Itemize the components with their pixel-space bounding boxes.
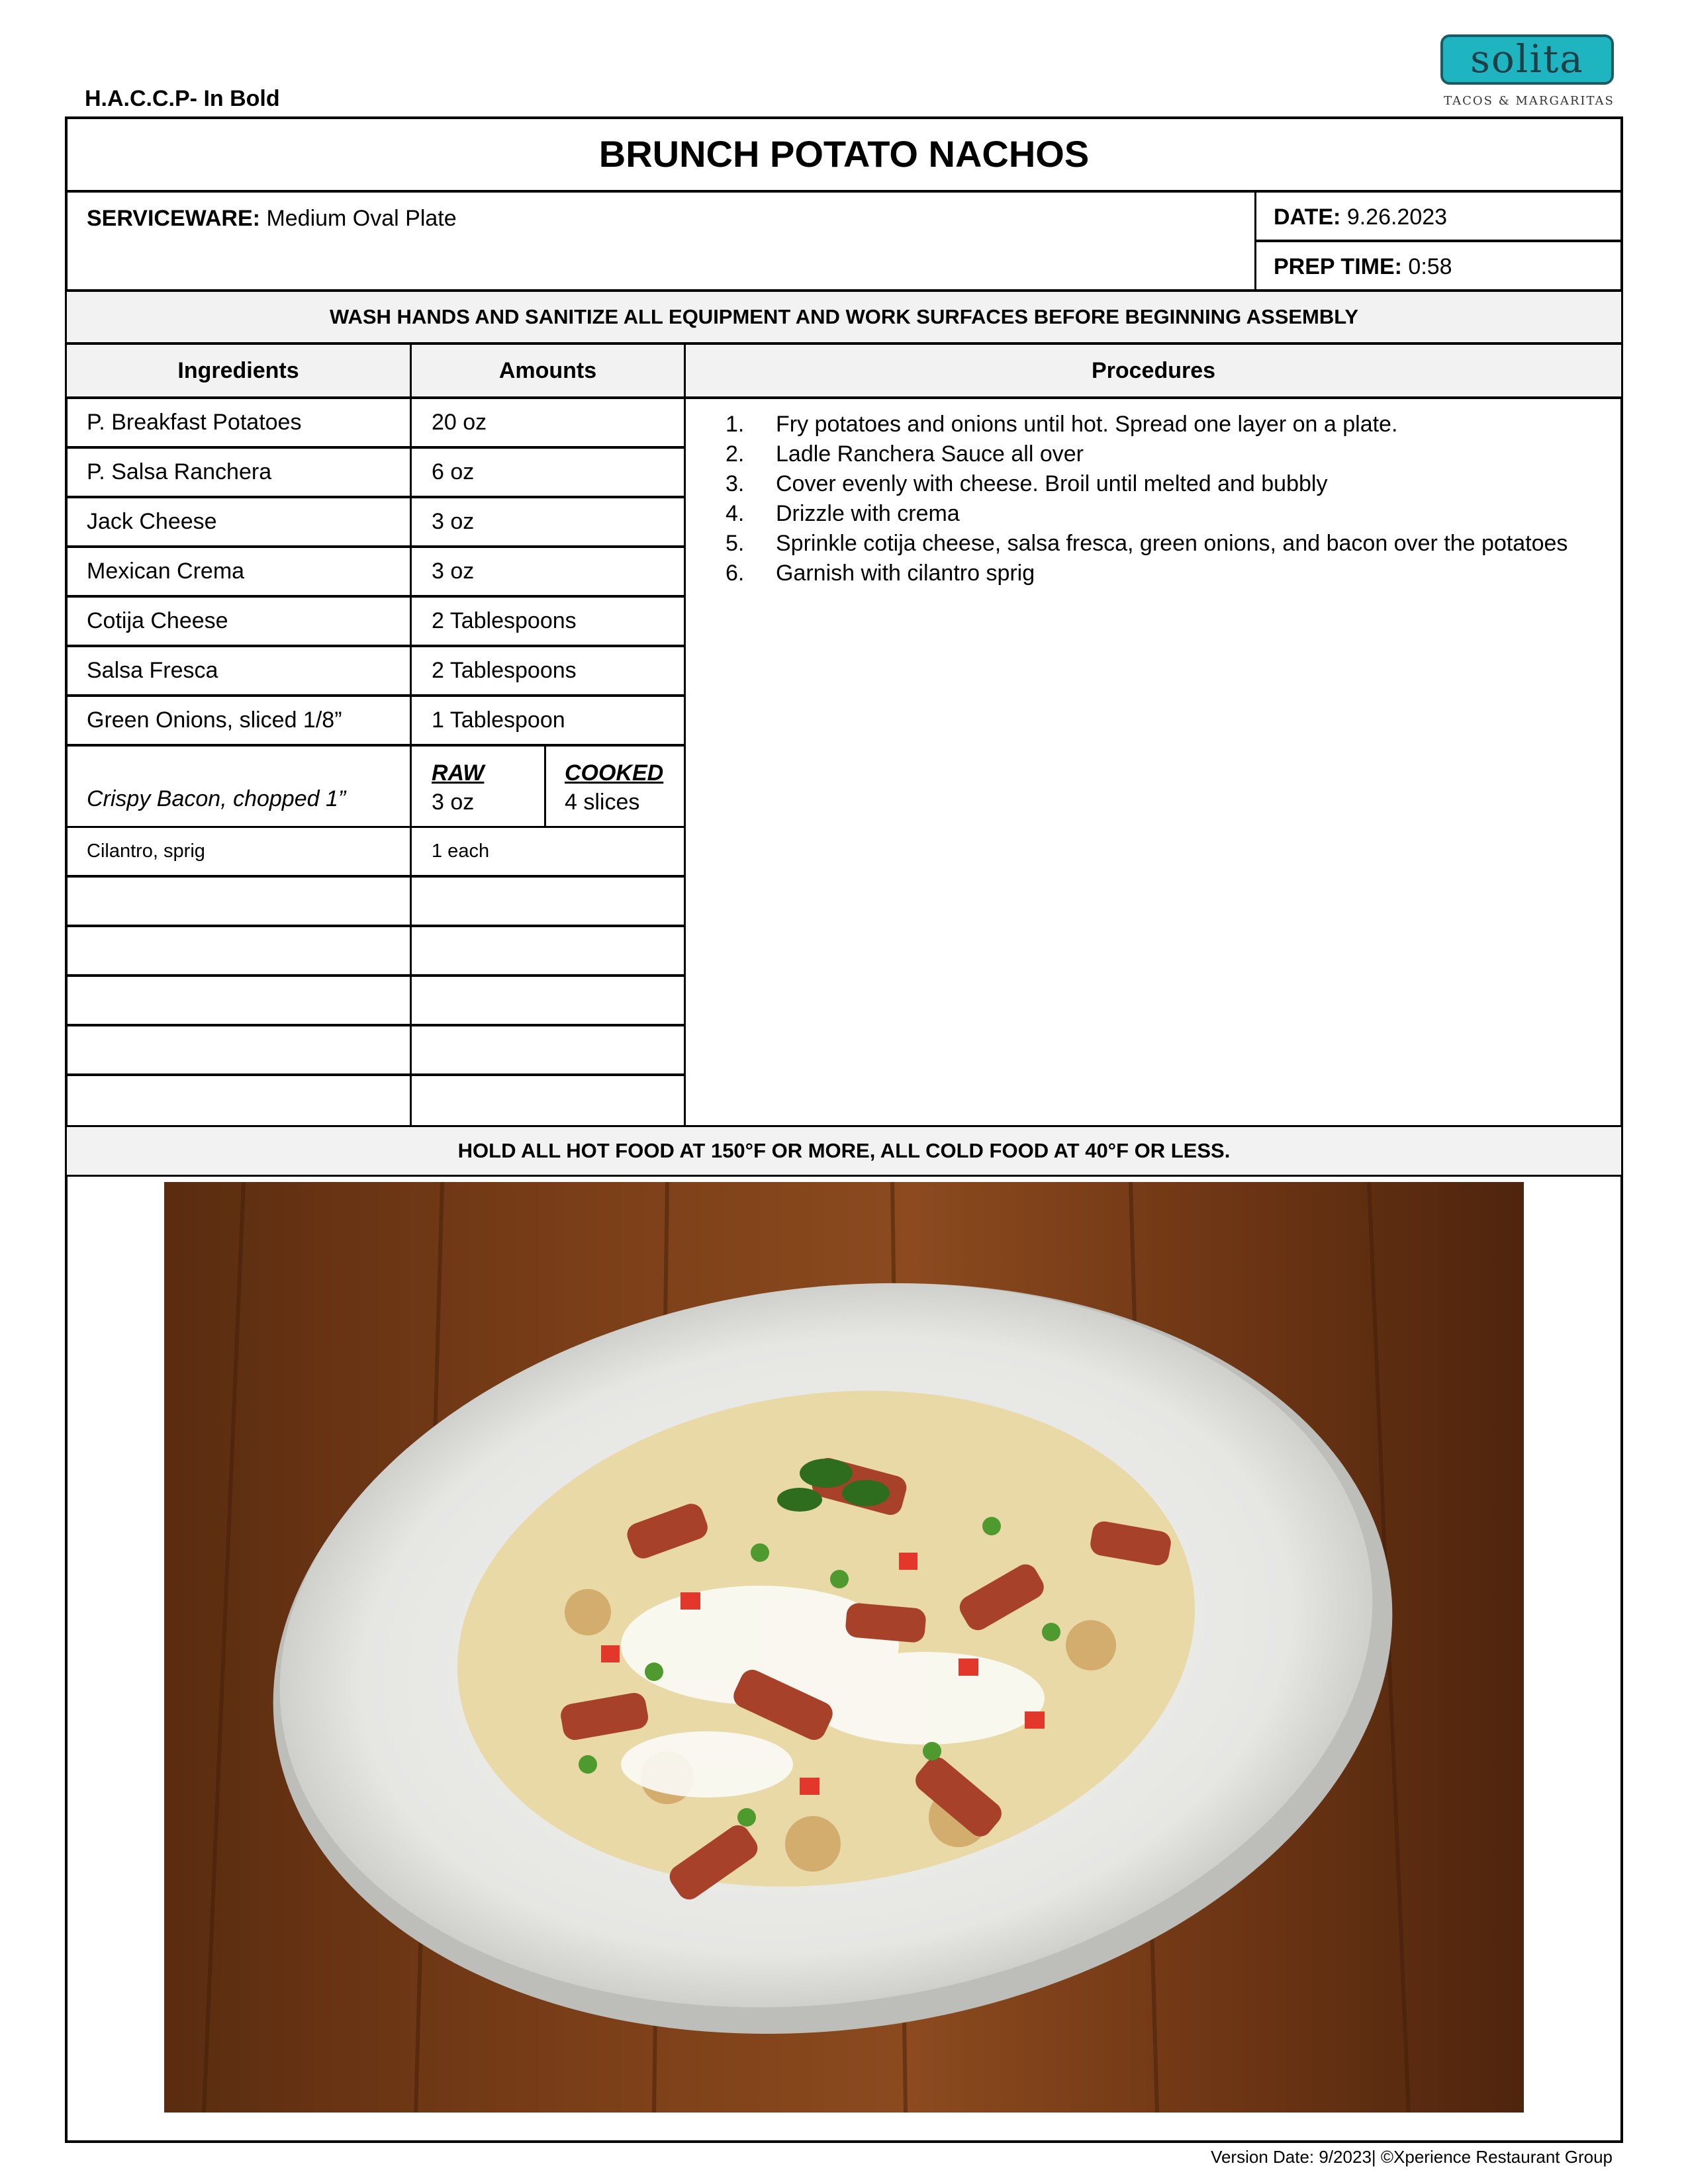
amount-cell: 1 each: [410, 826, 686, 877]
step-number: 5.: [726, 531, 745, 556]
serviceware-cell: [65, 191, 1256, 291]
solita-logo: [1436, 32, 1622, 111]
haccp-note: H.A.C.C.P- In Bold: [85, 86, 280, 111]
bacon-cooked-cell: [544, 745, 686, 828]
version-footer: Version Date: 9/2023| ©Xperience Restaurant Group: [1211, 2147, 1613, 2167]
empty-amount-cell: [410, 1024, 686, 1075]
date-value: 9.26.2023: [1346, 205, 1448, 230]
procedure-step: [706, 469, 1595, 499]
procedure-step: [706, 559, 1595, 588]
amount-cell: 2 Tablespoons: [410, 596, 686, 647]
step-number: 2.: [726, 441, 745, 467]
cooked-label: COOKED: [565, 760, 664, 786]
amounts-header: Amounts: [410, 343, 686, 398]
ingredient-cell: Cotija Cheese: [65, 596, 412, 647]
procedures-list: [684, 397, 1623, 1127]
amount-cell: 2 Tablespoons: [410, 645, 686, 696]
amount-cell: 3 oz: [410, 496, 686, 547]
serviceware-value: Medium Oval Plate: [266, 206, 457, 231]
date-label: DATE:: [1274, 205, 1341, 230]
step-text: Cover evenly with cheese. Broil until melted and bubbly: [776, 471, 1328, 496]
empty-ingredient-cell: [65, 1074, 412, 1127]
ingredients-header: Ingredients: [65, 343, 412, 398]
serviceware-label: SERVICEWARE:: [87, 206, 260, 231]
empty-amount-cell: [410, 925, 686, 976]
date-cell: [1254, 191, 1623, 242]
step-number: 6.: [726, 561, 745, 586]
procedures-header: Procedures: [684, 343, 1623, 398]
logo-tagline: TACOS & MARGARITAS: [1444, 94, 1615, 108]
hold-notice: HOLD ALL HOT FOOD AT 150°F OR MORE, ALL COLD FOOD AT 40°F OR LESS.: [65, 1125, 1623, 1177]
empty-ingredient-cell: [65, 1024, 412, 1075]
dish-photo: [164, 1182, 1524, 2113]
prep-time-value: 0:58: [1408, 254, 1452, 279]
empty-amount-cell: [410, 1074, 686, 1127]
step-number: 1.: [726, 412, 745, 437]
ingredient-cell: Jack Cheese: [65, 496, 412, 547]
ingredient-cell: Cilantro, sprig: [65, 826, 412, 877]
prep-time-cell: [1254, 240, 1623, 291]
logo-word: solita: [1470, 36, 1584, 81]
amount-cell: 3 oz: [410, 546, 686, 597]
step-text: Drizzle with crema: [776, 501, 960, 526]
procedure-step: [706, 410, 1595, 439]
step-text: Fry potatoes and onions until hot. Spread one layer on a plate.: [776, 412, 1398, 437]
wash-notice: WASH HANDS AND SANITIZE ALL EQUIPMENT AND WORK SURFACES BEFORE BEGINNING ASSEMBLY: [65, 290, 1623, 344]
ingredient-cell: Salsa Fresca: [65, 645, 412, 696]
step-text: Ladle Ranchera Sauce all over: [776, 441, 1084, 467]
amount-cell: 6 oz: [410, 447, 686, 498]
empty-amount-cell: [410, 975, 686, 1026]
ingredient-cell: Mexican Crema: [65, 546, 412, 597]
bacon-ingredient-cell: Crispy Bacon, chopped 1”: [65, 745, 412, 828]
empty-amount-cell: [410, 876, 686, 927]
procedure-step: [706, 439, 1595, 469]
step-text: Sprinkle cotija cheese, salsa fresca, green onions, and bacon over the potatoes: [776, 531, 1568, 556]
empty-ingredient-cell: [65, 876, 412, 927]
logo-badge: [1440, 34, 1614, 85]
ingredient-cell: Green Onions, sliced 1/8”: [65, 695, 412, 746]
bacon-raw-cell: [410, 745, 546, 828]
step-number: 3.: [726, 471, 745, 496]
ingredient-cell: P. Salsa Ranchera: [65, 447, 412, 498]
prep-time-label: PREP TIME:: [1274, 254, 1402, 279]
step-text: Garnish with cilantro sprig: [776, 561, 1035, 586]
ingredient-cell: P. Breakfast Potatoes: [65, 397, 412, 448]
raw-label: RAW: [432, 760, 485, 786]
procedure-step: [706, 499, 1595, 529]
empty-ingredient-cell: [65, 925, 412, 976]
step-number: 4.: [726, 501, 745, 526]
raw-value: 3 oz: [432, 790, 475, 815]
recipe-title: BRUNCH POTATO NACHOS: [65, 116, 1623, 192]
cooked-value: 4 slices: [565, 790, 640, 815]
procedure-step: [706, 529, 1595, 559]
amount-cell: 20 oz: [410, 397, 686, 448]
amount-cell: 1 Tablespoon: [410, 695, 686, 746]
empty-ingredient-cell: [65, 975, 412, 1026]
